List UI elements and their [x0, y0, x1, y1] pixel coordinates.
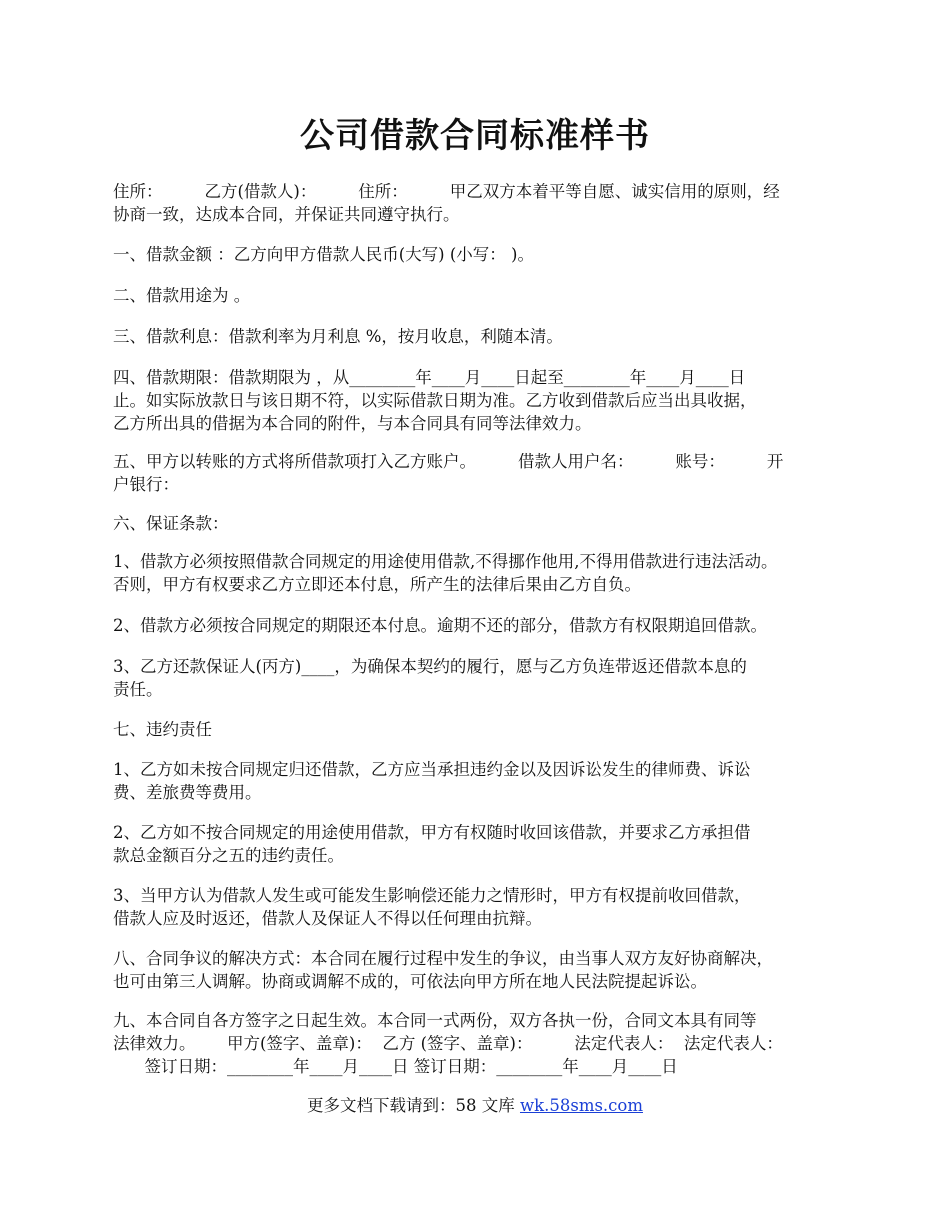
clause-dispute [113, 947, 853, 993]
paragraph-interest [113, 325, 853, 348]
text-line: 1、乙方如未按合同规定归还借款，乙方应当承担违约金以及因诉讼发生的律师费、诉讼 [113, 760, 751, 779]
paragraph-term [113, 366, 853, 435]
text-line: 2、乙方如不按合同规定的用途使用借款，甲方有权随时收回该借款，并要求乙方承担借 [113, 823, 751, 842]
paragraph-amount [113, 243, 853, 266]
section-heading-guarantee [113, 512, 853, 535]
paragraph-transfer [113, 450, 853, 496]
text-line: 乙方所出具的借据为本合同的附件，与本合同具有同等法律效力。 [113, 414, 592, 433]
paragraph-purpose [113, 284, 853, 307]
text-line: 八、合同争议的解决方式：本合同在履行过程中发生的争议，由当事人双方友好协商解决， [113, 949, 773, 968]
text-line: 2、借款方必须按合同规定的期限还本付息。逾期不还的部分，借款方有权限期追回借款。 [113, 616, 767, 635]
text-line: 户银行： [113, 475, 179, 494]
text-line: 六、保证条款： [113, 514, 229, 533]
text-line: 二、借款用途为 。 [113, 286, 251, 305]
text-line: 三、借款利息：借款利率为月利息 %，按月收息，利随本清。 [113, 327, 563, 346]
text-line: 七、违约责任 [113, 720, 212, 739]
text-line: 九、本合同自各方签字之日起生效。本合同一式两份，双方各执一份，合同文本具有同等 [113, 1011, 757, 1030]
clause-liability-2 [113, 821, 853, 867]
text-line: 五、甲方以转账的方式将所借款项打入乙方账户。 借款人用户名： 账号： 开 [113, 452, 784, 471]
clause-guarantee-1 [113, 550, 853, 596]
footer [0, 1094, 950, 1118]
text-line: 住所： 乙方(借款人)： 住所： 甲乙双方本着平等自愿、诚实信用的原则，经 [113, 182, 780, 201]
document-title: 公司借款合同标准样书 [300, 116, 650, 156]
section-heading-liability [113, 718, 853, 741]
text-line: 止。如实际放款日与该日期不符，以实际借款日期为准。乙方收到借款后应当出具收据， [113, 391, 757, 410]
text-line: 也可由第三人调解。协商或调解不成的，可依法向甲方所在地人民法院提起诉讼。 [113, 972, 707, 991]
footer-text: 更多文档下载请到：58 文库 [306, 1096, 520, 1115]
text-line: 费、差旅费等费用。 [113, 783, 262, 802]
text-line: 3、乙方还款保证人(丙方)____，为确保本契约的履行，愿与乙方负连带返还借款本息的 [113, 657, 747, 676]
text-line: 一、借款金额 ：乙方向甲方借款人民币(大写) (小写： )。 [113, 245, 534, 264]
signature-line: 法律效力。 甲方(签字、盖章)： 乙方 (签字、盖章)： 法定代表人： 法定代表人： [113, 1034, 783, 1053]
clause-liability-1 [113, 758, 853, 804]
signing-date-line: 签订日期：________年____月____日 签订日期：________年____月____日 [113, 1057, 678, 1076]
clause-liability-3 [113, 884, 853, 930]
text-line: 否则，甲方有权要求乙方立即还本付息，所产生的法律后果由乙方自负。 [113, 575, 641, 594]
text-line: 3、当甲方认为借款人发生或可能发生影响偿还能力之情形时，甲方有权提前收回借款， [113, 886, 751, 905]
text-line: 款总金额百分之五的违约责任。 [113, 846, 344, 865]
text-line: 协商一致，达成本合同，并保证共同遵守执行。 [113, 205, 460, 224]
clause-effect-signatures [113, 1009, 853, 1078]
clause-guarantee-2 [113, 614, 853, 637]
clause-guarantee-3 [113, 655, 853, 701]
paragraph-parties [113, 180, 853, 226]
text-line: 责任。 [113, 680, 163, 699]
text-line: 1、借款方必须按照借款合同规定的用途使用借款,不得挪作他用,不得用借款进行违法活动。 [113, 552, 778, 571]
text-line: 借款人应及时返还，借款人及保证人不得以任何理由抗辩。 [113, 909, 542, 928]
footer-link[interactable]: wk.58sms.com [519, 1096, 643, 1115]
text-line: 四、借款期限：借款期限为 ，从________年____月____日起至________年____月____日 [113, 368, 746, 387]
